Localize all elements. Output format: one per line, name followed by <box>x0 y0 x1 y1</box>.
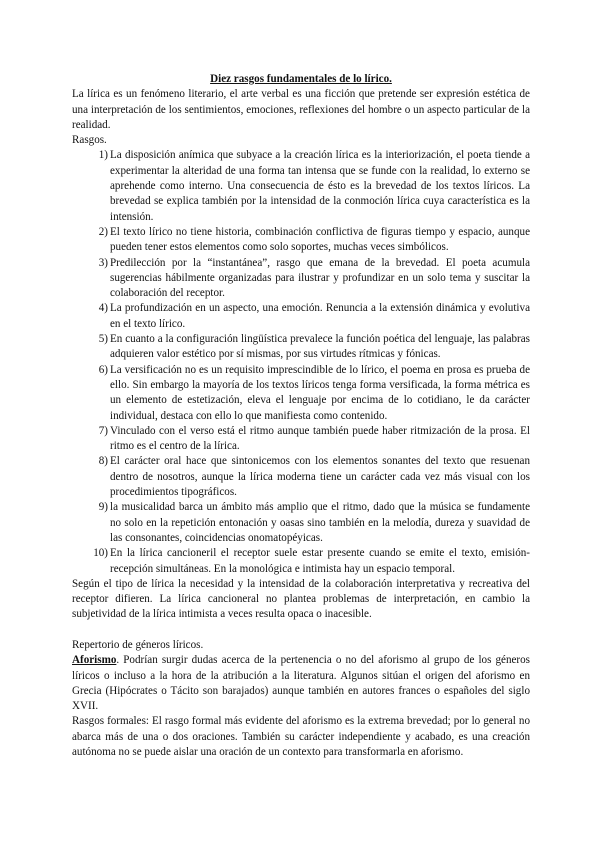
list-number: 8) <box>98 455 108 468</box>
list-item <box>98 148 530 224</box>
list-item-text: La disposición anímica que subyace a la creación lírica es la interiorización, el poeta tiende a experimentar la alteridad de una forma tan intensa que se funde con la realidad, lo externo se aprehende como interno. Una consecuencia de ésto es la brevedad de los textos líricos. La brevedad se explica también por la intensidad de la conmoción lírica cuya característica es la intensión. <box>110 149 530 223</box>
aforismo-label: Aforismo <box>72 654 117 667</box>
list-item <box>98 301 530 332</box>
list-item-text: La profundización en un aspecto, una emoción. Renuncia a la extensión dinámica y evolutiva en el texto lírico. <box>110 302 530 330</box>
list-item-text: El texto lírico no tiene historia, combinación conflictiva de figuras tiempo y espacio, aunque pueden tener estos elementos como solo soportes, muchas veces simbólicos. <box>110 225 530 254</box>
list-item-text: Predilección por la “instantánea”, rasgo que emana de la brevedad. El poeta acumula sugerencias hábilmente organizadas para ilustrar y profundizar en un solo tema y suscitar la colaboración del receptor. <box>110 256 530 300</box>
list-item-text: El carácter oral hace que sintonicemos con los elementos sonantes del texto que resuenan dentro de nosotros, aunque la lírica moderna tiene un carácter cada vez más visual con los procedimientos tipográficos. <box>110 455 530 499</box>
rasgos-formales-paragraph: Rasgos formales: El rasgo formal más evidente del aforismo es la extrema brevedad; por lo general no abarca más de una o dos oraciones. También su carácter independiente y acabado, es una creación autónoma no se puede aislar una oración de un contexto para transformarla en aforismo. <box>72 715 530 759</box>
list-number: 10) <box>93 547 108 560</box>
aforismo-paragraph <box>72 653 530 714</box>
list-item <box>98 256 530 302</box>
list-item-text: la musicalidad barca un ámbito más amplio que el ritmo, dado que la música se fundamente no solo en la repetición entonación y oasas sino también en la melodía, dureza y suavidad de las consonantes, coincidencias onomatopéyicas. <box>110 501 530 544</box>
list-number: 5) <box>98 333 108 346</box>
aforismo-text: . Podrían surgir dudas acerca de la pertenencia o no del aforismo al grupo de los géneros líricos o incluso a la hora de la atribución a la literatura. Algunos sitúan el origen del aforismo en Grecia (Hipócrates o Tácito son barajados) aunque también en autores frances o españoles del siglo XVII. <box>72 654 530 713</box>
document-title: Diez rasgos fundamentales de lo lírico. <box>210 73 392 85</box>
list-item <box>98 225 530 256</box>
list-number: 6) <box>98 363 108 376</box>
list-item <box>98 363 530 424</box>
list-item <box>98 424 530 455</box>
list-item <box>98 500 530 546</box>
list-number: 2) <box>98 225 108 238</box>
list-item <box>98 454 530 500</box>
list-item-text: En la lírica cancioneril el receptor suele estar presente cuando se emite el texto, emisión-recepción simultáneas. En la monológica e intimista hay un espacio temporal. <box>110 547 530 575</box>
list-number: 1) <box>98 149 108 162</box>
list-item-text: En cuanto a la configuración lingüística prevalece la función poética del lenguaje, las palabras adquieren valor estético por sí mismas, por sus virtudes rítmicas y fónicas. <box>110 333 530 361</box>
list-number: 4) <box>98 302 108 315</box>
list-item-text: La versificación no es un requisito imprescindible de lo lírico, el poema en prosa es prueba de ello. Sin embargo la mayoría de los textos líricos tenga forma versificada, la forma métrica es un elemento de estetización, eleva el lenguaje por encima de lo cotidiano, le da carácter individual, destaca con ello lo que manifiesta como contenido. <box>110 363 530 422</box>
repertorio-heading: Repertorio de géneros líricos. <box>72 638 204 651</box>
paragraph-spacer <box>72 623 530 638</box>
list-number: 3) <box>98 256 108 269</box>
intro-paragraph: La lírica es un fenómeno literario, el arte verbal es una ficción que pretende ser expresión estética de una interpretación de los sentimientos, emociones, reflexiones del hombre o un aspecto particular de la realidad. <box>72 88 530 131</box>
document-page <box>72 72 530 760</box>
list-item-text: Vinculado con el verso está el ritmo aunque también puede haber ritmización de la prosa. El ritmo es el centro de la lírica. <box>110 424 530 453</box>
list-number: 7) <box>98 424 108 437</box>
list-item <box>93 546 530 577</box>
list-item <box>98 332 530 363</box>
rasgos-heading: Rasgos. <box>72 134 107 147</box>
rasgos-list <box>72 148 530 576</box>
list-number: 9) <box>98 501 108 514</box>
closing-paragraph: Según el tipo de lírica la necesidad y la intensidad de la colaboración interpretativa y recreativa del receptor difieren. La lírica cancioneral no plantea problemas de interpretación, en cambio la subjetividad de la lírica intimista a veces resulta opaca o inacesible. <box>72 577 530 621</box>
